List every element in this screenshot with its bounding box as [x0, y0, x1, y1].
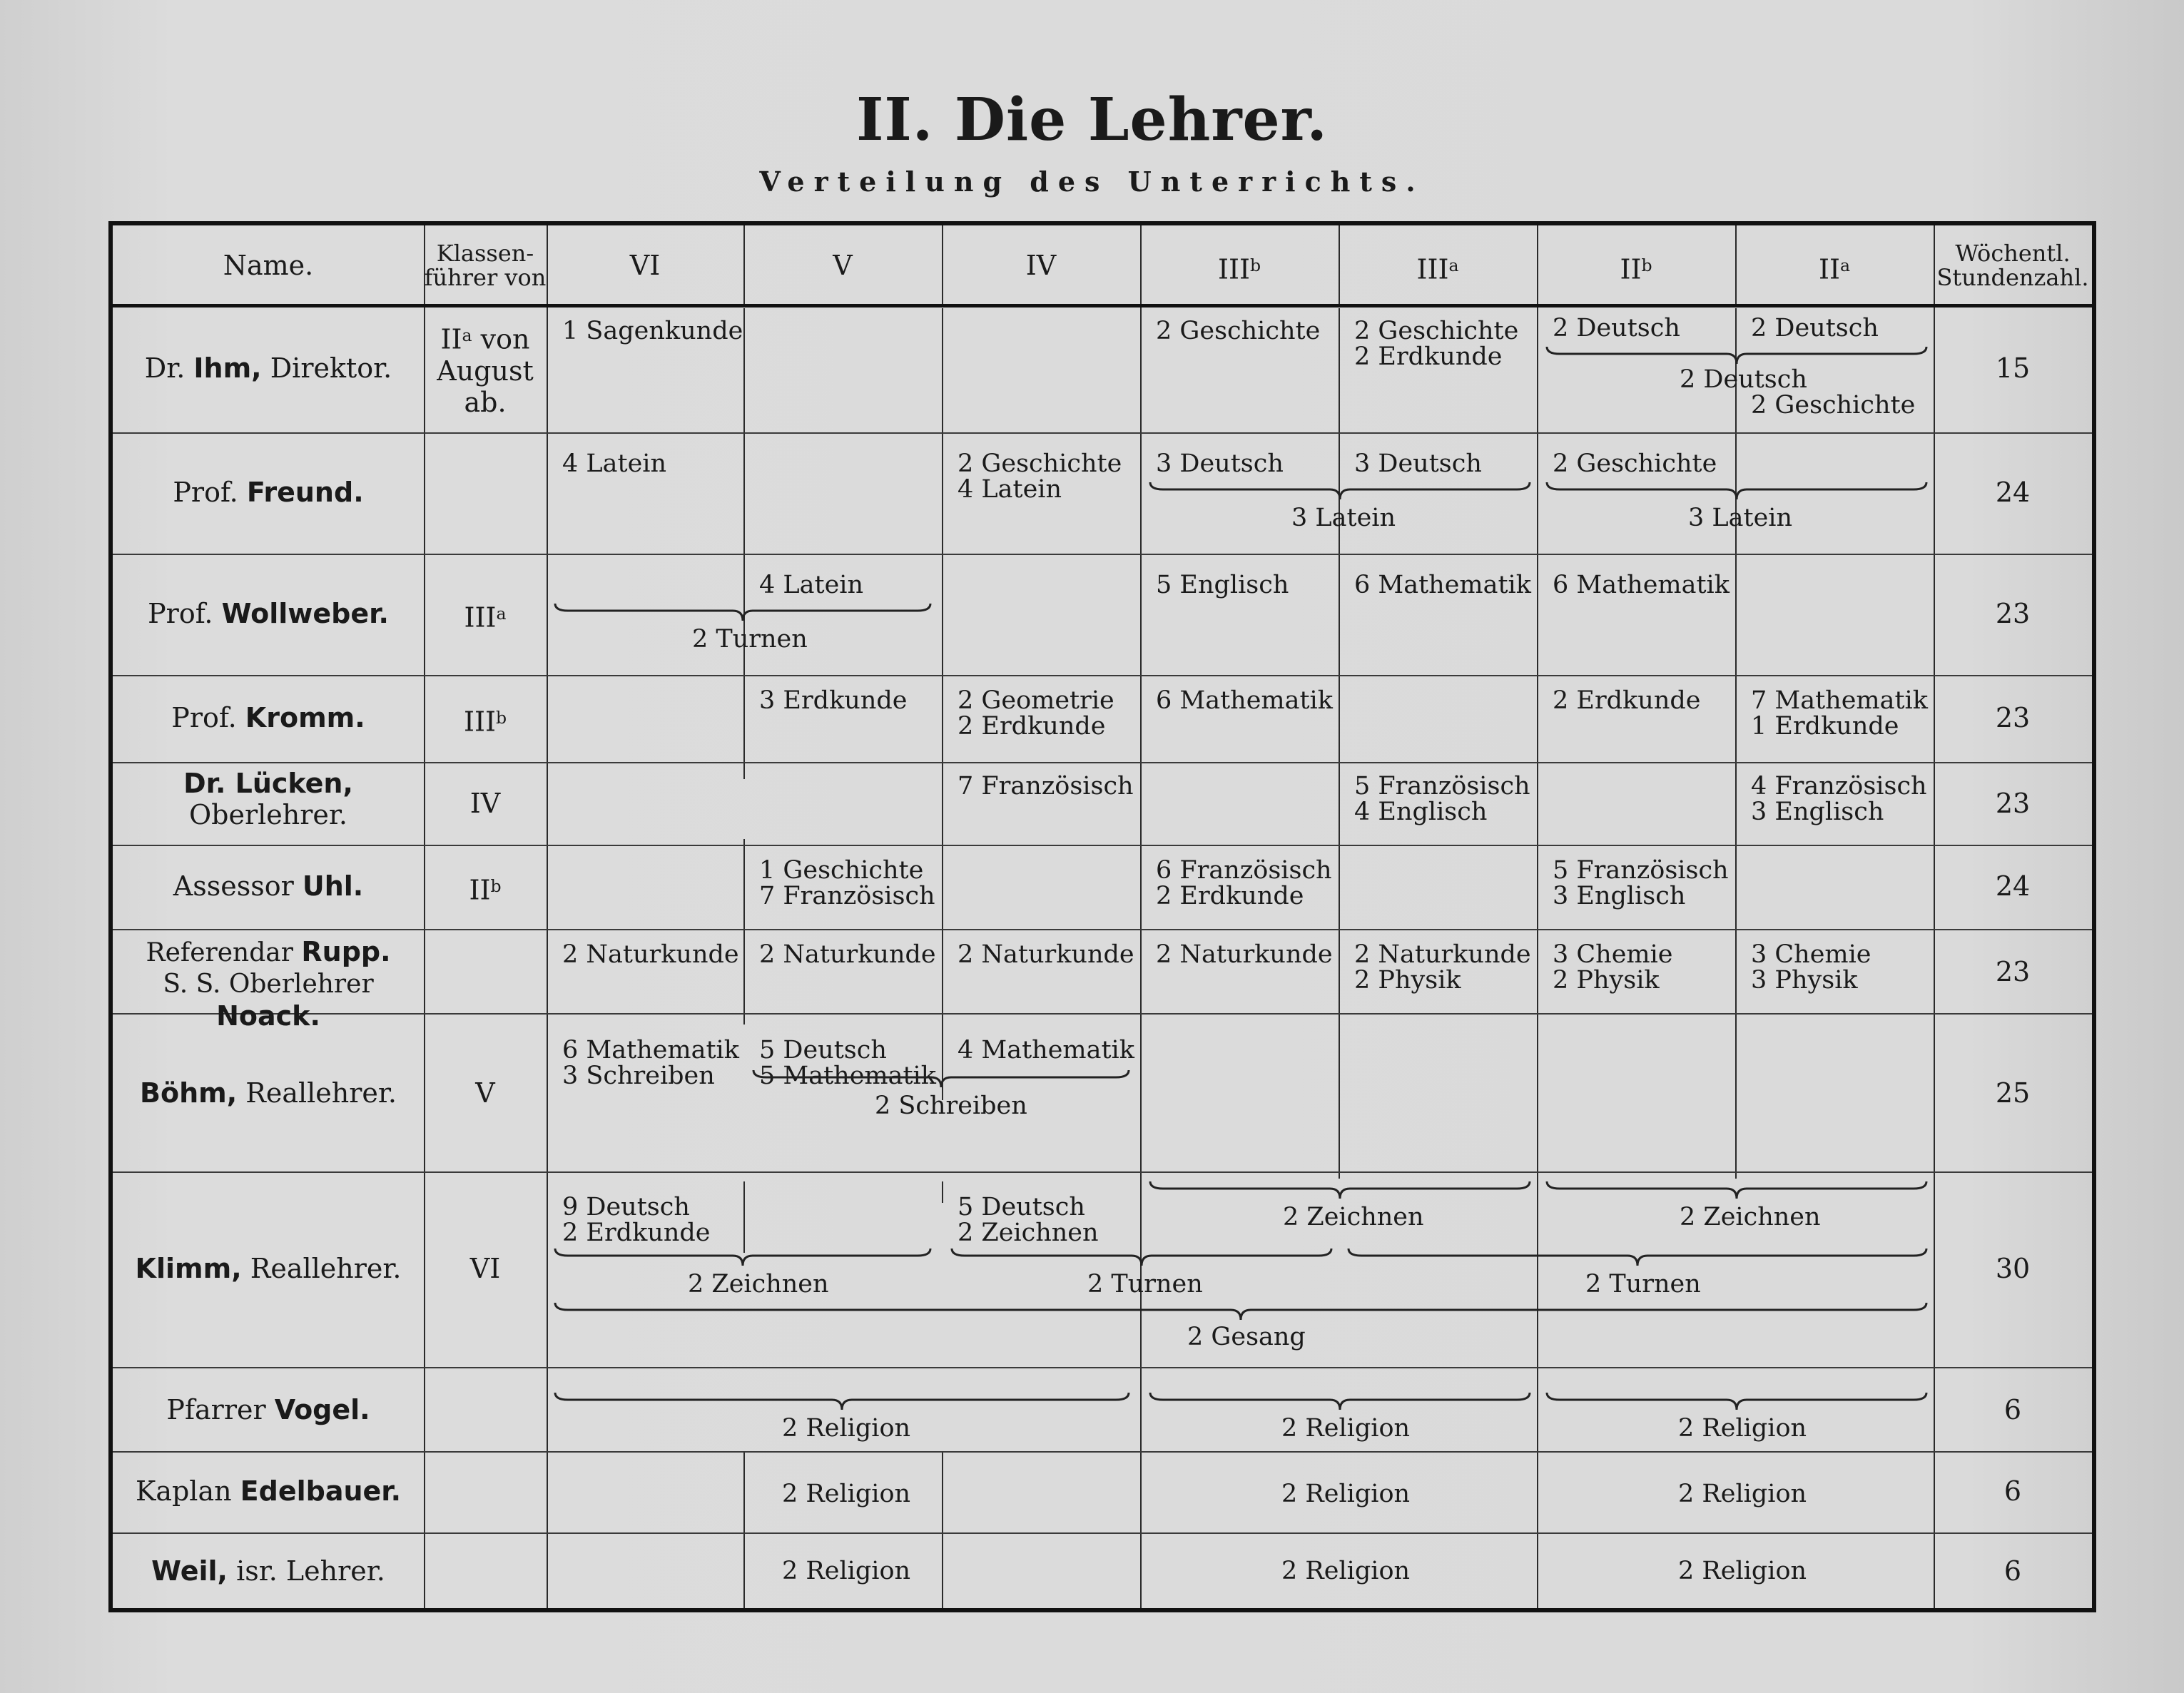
cell-weil-r3: 2 Religion — [1678, 1557, 1807, 1585]
cell-kromm-v: 3 Erdkunde — [759, 686, 908, 715]
teacher-name-uhl: Assessor Uhl. — [173, 870, 364, 902]
cell-ihm-iib: 2 Deutsch — [1553, 314, 1680, 342]
class-uhl: $II^b$ — [469, 874, 502, 906]
header-total: Wöchentl. Stundenzahl. — [1936, 240, 2089, 291]
brace-klimm-t2 — [1347, 1247, 1928, 1269]
header-iv: IV — [1025, 250, 1057, 281]
class-wollweber: III$^a$ — [464, 601, 507, 634]
cell-woll-iiib: 5 Englisch — [1156, 571, 1289, 599]
cell-freund-brace2: 3 Latein — [1688, 504, 1793, 532]
header-rule — [113, 304, 2092, 307]
cell-weil-r2: 2 Religion — [1281, 1557, 1411, 1585]
page-subtitle: Verteilung des Unterrichts. — [759, 166, 1425, 198]
brace-klimm-z1 — [1149, 1180, 1531, 1201]
cell-rupp-v: 2 Naturkunde — [759, 940, 936, 969]
header-iia: $II^a$ — [1818, 253, 1851, 285]
brace-freund-1 — [1149, 481, 1531, 502]
row-line — [113, 845, 2092, 846]
brace-klimm-z2 — [1545, 1180, 1928, 1201]
cell-ihm-iia2: 2 Geschichte — [1751, 391, 1916, 420]
header-name: Name. — [223, 250, 314, 281]
total-edelbauer: 6 — [2003, 1475, 2022, 1507]
teacher-name-ihm: Dr. Ihm, Direktor. — [144, 352, 392, 384]
cell-freund-iv: 2 Geschichte 4 Latein — [958, 449, 1122, 504]
cell-woll-iib: 6 Mathematik — [1553, 571, 1730, 599]
brace-vogel-3 — [1545, 1391, 1928, 1413]
total-ihm: 15 — [1995, 352, 2031, 384]
teacher-name-luecken: Dr. Lücken, Oberlehrer. — [183, 768, 353, 830]
teacher-name-weil: Weil, isr. Lehrer. — [151, 1555, 385, 1587]
cell-woll-v: 4 Latein — [759, 571, 864, 599]
brace-woll — [554, 602, 932, 624]
teacher-name-kromm: Prof. Kromm. — [171, 702, 365, 733]
cell-klimm-z1: 2 Zeichnen — [688, 1270, 829, 1298]
col-line — [743, 839, 745, 1025]
total-vogel: 6 — [2003, 1394, 2022, 1425]
cell-freund-iib: 2 Geschichte — [1553, 449, 1717, 478]
cell-kromm-iv: 2 Geometrie 2 Erdkunde — [958, 686, 1114, 741]
row-line — [113, 1451, 2092, 1453]
col-line — [942, 1181, 943, 1203]
col-line — [743, 308, 745, 779]
cell-klimm-t1: 2 Turnen — [1087, 1270, 1203, 1298]
teacher-name-klimm: Klimm, Reallehrer. — [135, 1253, 402, 1284]
cell-vogel-r3: 2 Religion — [1678, 1414, 1807, 1443]
col-line — [942, 1453, 943, 1608]
brace-klimm-t1 — [950, 1247, 1333, 1269]
teacher-name-boehm: Böhm, Reallehrer. — [140, 1077, 397, 1109]
teacher-name-vogel: Pfarrer Vogel. — [166, 1394, 370, 1425]
cell-boehm-brace: 2 Schreiben — [875, 1092, 1027, 1120]
cell-kromm-iib: 2 Erdkunde — [1553, 686, 1701, 715]
col-line — [743, 1453, 745, 1608]
cell-uhl-v: 1 Geschichte 7 Französisch — [759, 856, 935, 910]
col-line — [1735, 308, 1737, 1179]
col-line — [942, 308, 943, 1100]
total-klimm: 30 — [1995, 1253, 2031, 1284]
cell-ihm-brace: 2 Deutsch — [1680, 365, 1807, 394]
row-line — [113, 432, 2092, 434]
col-line — [1339, 308, 1340, 1179]
row-line — [113, 1367, 2092, 1368]
cell-klimm-t2: 2 Turnen — [1585, 1270, 1701, 1298]
total-rupp: 23 — [1995, 956, 2031, 987]
total-boehm: 25 — [1995, 1077, 2031, 1109]
cell-freund-brace1: 3 Latein — [1291, 504, 1396, 532]
cell-rupp-iia: 3 Chemie 3 Physik — [1751, 940, 1871, 995]
cell-ihm-vi: 1 Sagenkunde — [562, 317, 743, 345]
brace-klimm-zeichnen — [554, 1247, 932, 1269]
teacher-table — [108, 221, 2096, 1612]
col-line — [743, 1181, 745, 1253]
cell-klimm-z3: 2 Zeichnen — [1680, 1203, 1821, 1231]
row-line — [113, 1171, 2092, 1173]
cell-kromm-iia: 7 Mathematik 1 Erdkunde — [1751, 686, 1928, 741]
cell-edel-r2: 2 Religion — [1281, 1480, 1411, 1508]
cell-rupp-vi: 2 Naturkunde — [562, 940, 739, 969]
cell-uhl-iiib: 6 Französisch 2 Erdkunde — [1156, 856, 1332, 910]
brace-vogel-2 — [1149, 1391, 1531, 1413]
cell-ihm-iia: 2 Deutsch — [1751, 314, 1879, 342]
brace-freund-2 — [1545, 481, 1928, 502]
total-uhl: 24 — [1995, 870, 2031, 902]
teacher-name-rupp-noack: Referendar Rupp. S. S. Oberlehrer Noack. — [146, 936, 391, 1032]
row-line — [113, 929, 2092, 930]
total-luecken: 23 — [1995, 788, 2031, 819]
cell-luecken-iia: 4 Französisch 3 Englisch — [1751, 772, 1927, 826]
header-iib: $II^b$ — [1620, 253, 1652, 285]
page-title: II. Die Lehrer. — [856, 86, 1328, 154]
cell-weil-r1: 2 Religion — [782, 1557, 911, 1585]
total-freund: 24 — [1995, 477, 2031, 508]
cell-freund-vi: 4 Latein — [562, 449, 667, 478]
cell-ihm-iiib: 2 Geschichte — [1156, 317, 1321, 345]
total-wollweber: 23 — [1995, 598, 2031, 629]
header-vi: VI — [629, 250, 661, 281]
cell-rupp-iiia: 2 Naturkunde 2 Physik — [1354, 940, 1531, 995]
cell-boehm-v: 5 Deutsch 5 Mathematik — [759, 1036, 936, 1090]
total-weil: 6 — [2003, 1555, 2022, 1587]
cell-rupp-iv: 2 Naturkunde — [958, 940, 1134, 969]
cell-boehm-vi: 6 Mathematik 3 Schreiben — [562, 1036, 739, 1090]
header-iiib: III$^b$ — [1217, 253, 1261, 285]
header-iiia: III$^a$ — [1416, 253, 1459, 285]
cell-luecken-iv: 7 Französisch — [958, 772, 1134, 800]
header-v: V — [833, 250, 853, 281]
row-line — [113, 675, 2092, 676]
brace-klimm-gesang — [554, 1301, 1928, 1323]
cell-edel-r3: 2 Religion — [1678, 1480, 1807, 1508]
cell-edel-r1: 2 Religion — [782, 1480, 911, 1508]
cell-freund-iiib: 3 Deutsch — [1156, 449, 1284, 478]
cell-klimm-gesang: 2 Gesang — [1187, 1323, 1306, 1351]
row-line — [113, 762, 2092, 763]
header-klassenfuehrer: Klassen- führer von — [424, 240, 547, 291]
cell-vogel-r1: 2 Religion — [782, 1414, 911, 1443]
cell-freund-iiia: 3 Deutsch — [1354, 449, 1482, 478]
total-kromm: 23 — [1995, 702, 2031, 733]
cell-kromm-iiib: 6 Mathematik — [1156, 686, 1333, 715]
cell-woll-brace: 2 Turnen — [692, 625, 808, 654]
cell-woll-iiia: 6 Mathematik — [1354, 571, 1531, 599]
class-ihm: $II^a$ von August ab. — [437, 323, 534, 418]
cell-klimm-iv: 5 Deutsch 2 Zeichnen — [958, 1193, 1099, 1247]
class-klimm: VI — [469, 1253, 501, 1284]
brace-ihm — [1545, 345, 1928, 367]
brace-boehm — [752, 1069, 1130, 1090]
teacher-name-freund: Prof. Freund. — [173, 477, 364, 508]
class-kromm: III$^b$ — [463, 706, 507, 738]
cell-klimm-z2: 2 Zeichnen — [1283, 1203, 1424, 1231]
cell-rupp-iib: 3 Chemie 2 Physik — [1553, 940, 1673, 995]
brace-vogel-1 — [554, 1391, 1130, 1413]
cell-vogel-r2: 2 Religion — [1281, 1414, 1411, 1443]
cell-uhl-iib: 5 Französisch 3 Englisch — [1553, 856, 1729, 910]
class-boehm: V — [475, 1077, 495, 1109]
teacher-name-wollweber: Prof. Wollweber. — [148, 598, 389, 629]
cell-luecken-iiia: 5 Französisch 4 Englisch — [1354, 772, 1530, 826]
cell-klimm-vi: 9 Deutsch 2 Erdkunde — [562, 1193, 711, 1247]
cell-ihm-iiia: 2 Geschichte 2 Erdkunde — [1354, 317, 1519, 371]
class-luecken: IV — [469, 788, 501, 819]
row-line — [113, 1532, 2092, 1534]
cell-rupp-iiib: 2 Naturkunde — [1156, 940, 1333, 969]
teacher-name-edelbauer: Kaplan Edelbauer. — [135, 1475, 402, 1507]
cell-boehm-iv: 4 Mathematik — [958, 1036, 1134, 1064]
row-line — [113, 554, 2092, 555]
